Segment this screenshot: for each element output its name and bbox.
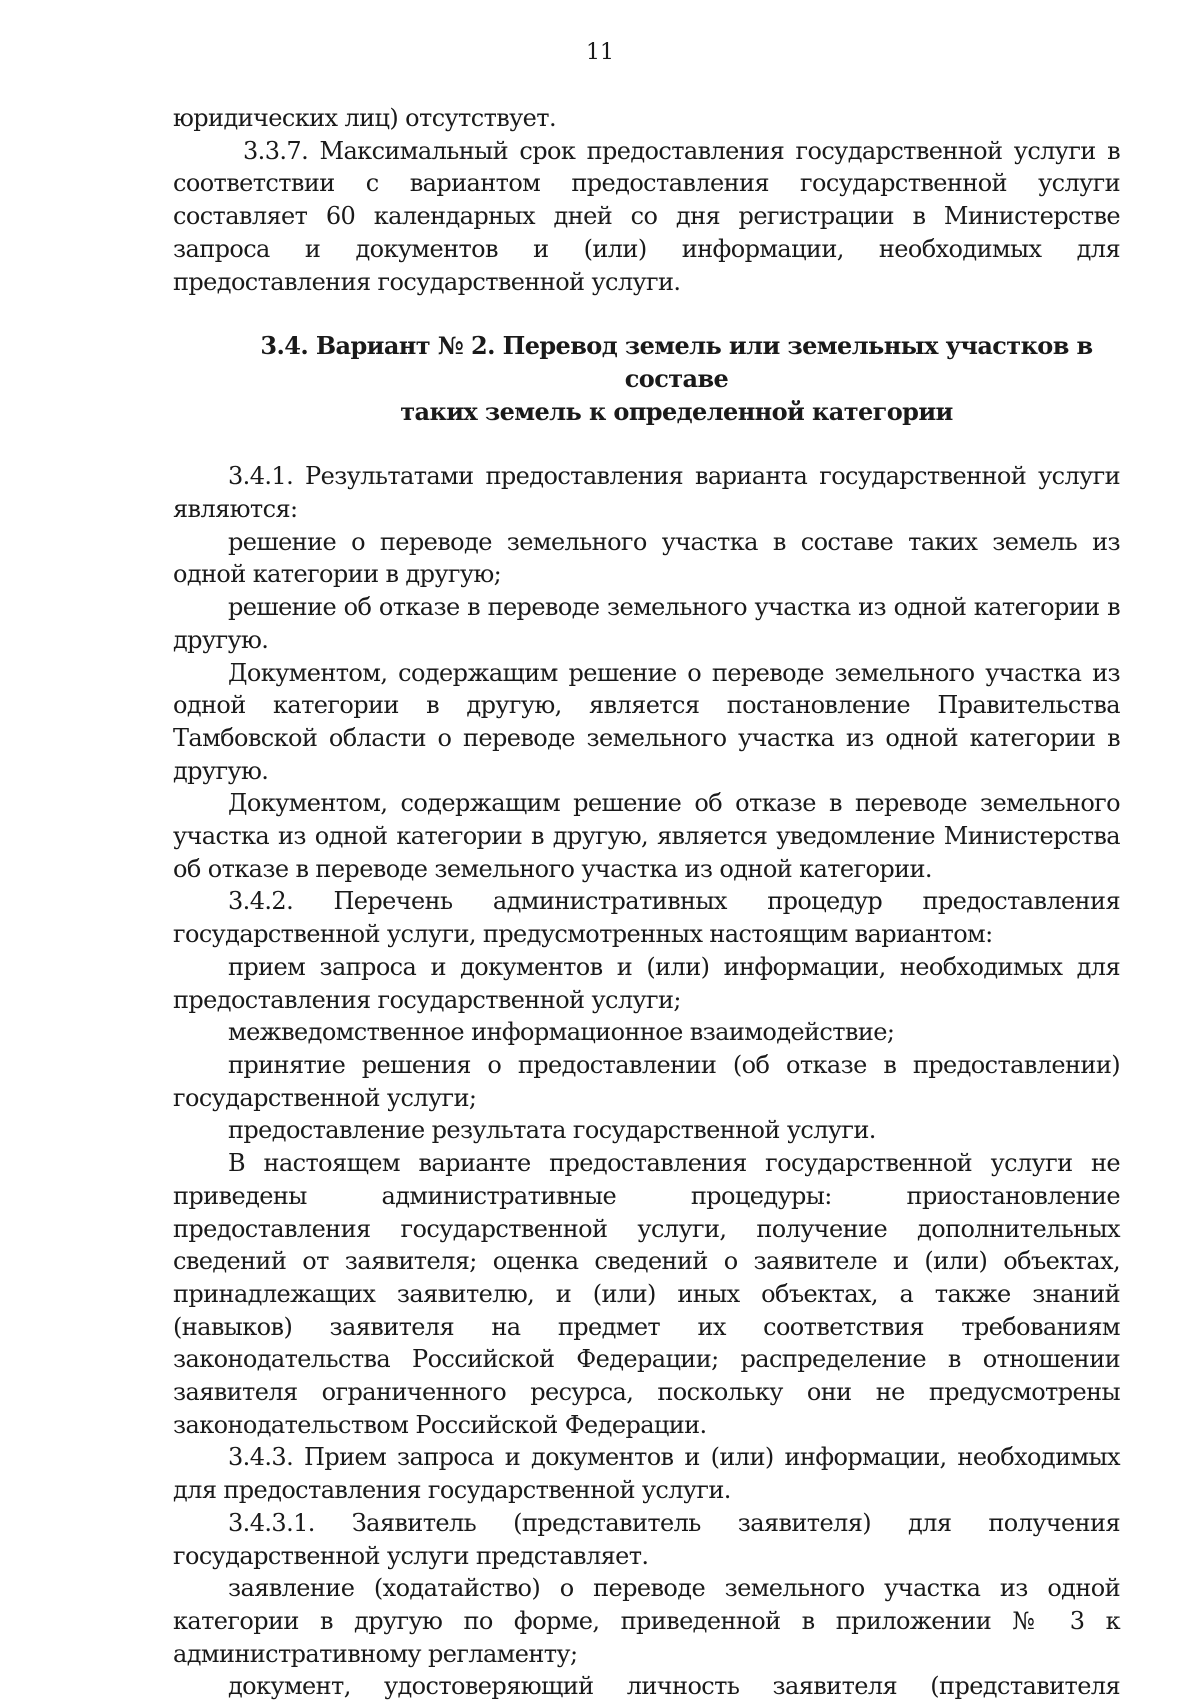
document-body <box>173 102 1120 1703</box>
paragraph: решение об отказе в переводе земельного участка из одной категории в другую. <box>173 593 1120 654</box>
paragraph: 3.4.1. Результатами предоставления варианта государственной услуги являются: <box>173 462 1120 524</box>
paragraph: юридических лиц) отсутствует. <box>173 104 556 132</box>
paragraph: 3.3.7. Максимальный срок предоставления государственной услуги в соответствии с вариантом предоставления государственной услуги составляет 60 календарных дней со дня регистрации в Министерстве запроса и документов и (или) информации, необходимых для предоставления государственной услуги. <box>173 136 1120 296</box>
paragraph: документ, удостоверяющий личность заявителя (представителя <box>228 1672 1120 1701</box>
paragraph: 3.4.2. Перечень административных процедур предоставления государственной услуги, предусмотренных настоящим вариантом: <box>173 887 1120 949</box>
paragraph: прием запроса и документов и (или) информации, необходимых для предоставления государственной услуги; <box>173 952 1120 1014</box>
paragraph: межведомственное информационное взаимодействие; <box>228 1018 895 1047</box>
section-heading-line: 3.4. Вариант № 2. Перевод земель или земельных участков в составе <box>260 331 1093 393</box>
paragraph: В настоящем варианте предоставления государственной услуги не приведены административные процедуры: приостановление предоставления государственной услуги, получение дополнительных сведений от заявителя; оценка сведений о заявителе и (или) объектах, принадлежащих заявителю, и (или) иных объектах, а также знаний (навыков) заявителя на предмет их соответствия требованиям законодательства Российской Федерации; распределение в отношении заявителя ограниченного ресурса, поскольку они не предусмотрены законодательством Российской Федерации. <box>173 1149 1120 1439</box>
section-heading-line: таких земель к определенной категории <box>400 396 953 426</box>
section-heading <box>173 330 1120 428</box>
paragraph: принятие решения о предоставлении (об отказе в предоставлении) государственной услуги; <box>173 1050 1120 1112</box>
paragraph: решение о переводе земельного участка в составе таких земель из одной категории в другую; <box>173 527 1120 589</box>
paragraph: 3.4.3. Прием запроса и документов и (или) информации, необходимых для предоставления государственной услуги. <box>173 1443 1120 1505</box>
paragraph: заявление (ходатайство) о переводе земельного участка из одной категории в другую по форме, приведенной в приложении № 3 к административному регламенту; <box>173 1574 1120 1668</box>
paragraph: 3.4.3.1. Заявитель (представитель заявителя) для получения государственной услуги представляет. <box>173 1508 1120 1570</box>
paragraph: предоставление результата государственной услуги. <box>228 1116 876 1145</box>
page-number: 11 <box>586 40 614 65</box>
paragraph: Документом, содержащим решение об отказе в переводе земельного участка из одной категории в другую, является уведомление Министерства об отказе в переводе земельного участка из одной категории. <box>173 789 1120 883</box>
paragraph: Документом, содержащим решение о переводе земельного участка из одной категории в другую, является постановление Правительства Тамбовской области о переводе земельного участка из одной категории в другую. <box>173 658 1120 785</box>
